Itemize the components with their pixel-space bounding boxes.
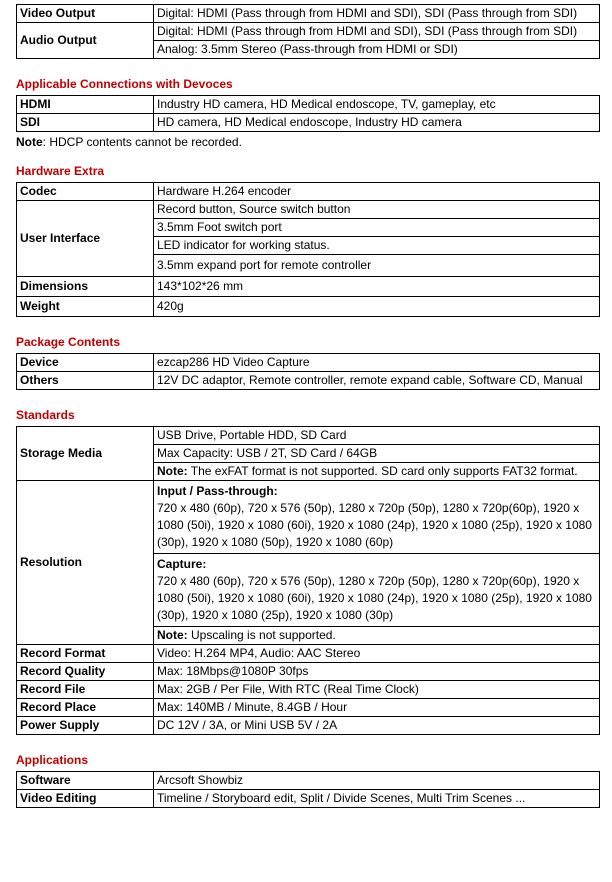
record-place-value: Max: 140MB / Minute, 8.4GB / Hour (154, 699, 600, 717)
video-editing-value: Timeline / Storyboard edit, Split / Divide Scenes, Multi Trim Scenes ... (154, 790, 600, 808)
user-interface-value: 3.5mm Foot switch port (154, 219, 600, 237)
record-format-label: Record Format (17, 645, 154, 663)
weight-label: Weight (17, 297, 154, 317)
video-output-label: Video Output (17, 5, 154, 23)
record-file-value: Max: 2GB / Per File, With RTC (Real Time Clock) (154, 681, 600, 699)
spec-document (16, 4, 600, 808)
connections-section-title: Applicable Connections with Devoces (16, 77, 233, 91)
user-interface-value: 3.5mm expand port for remote controller (154, 255, 600, 277)
storage-note-label: Note: (157, 464, 188, 478)
storage-media-label: Storage Media (17, 427, 154, 481)
record-place-label: Record Place (17, 699, 154, 717)
audio-output-label: Audio Output (17, 23, 154, 59)
table-row (17, 372, 600, 390)
table-row (17, 645, 600, 663)
input-resolutions-list: 720 x 480 (60p), 720 x 576 (50p), 1280 x 720p (50p), 1280 x 720p(60p), 1920 x 1080 (50i), 1920 x 1080 (60i), 1920 x 1080 (24p), 1920 x 1080 (25p), 1920 x 1080 (30p), 1920 x 1080 (50p), 1920 x 1080 (60p) (157, 501, 592, 549)
table-row (17, 5, 600, 23)
audio-output-digital-value: Digital: HDMI (Pass through from HDMI and SDI), SDI (Pass through from SDI) (154, 23, 600, 41)
video-editing-label: Video Editing (17, 790, 154, 808)
power-supply-value: DC 12V / 3A, or Mini USB 5V / 2A (154, 717, 600, 735)
storage-media-value: Max Capacity: USB / 2T, SD Card / 64GB (154, 445, 600, 463)
software-label: Software (17, 772, 154, 790)
connections-table (16, 95, 600, 132)
device-label: Device (17, 354, 154, 372)
storage-note-text: The exFAT format is not supported. SD card only supports FAT32 format. (187, 464, 578, 478)
codec-label: Codec (17, 183, 154, 201)
dimensions-label: Dimensions (17, 277, 154, 297)
table-row (17, 427, 600, 445)
table-row (17, 297, 600, 317)
table-row (17, 201, 600, 219)
user-interface-value: Record button, Source switch button (154, 201, 600, 219)
record-quality-label: Record Quality (17, 663, 154, 681)
storage-note (154, 463, 600, 481)
applications-table (16, 771, 600, 808)
dimensions-value: 143*102*26 mm (154, 277, 600, 297)
table-row (17, 354, 600, 372)
resolution-note (154, 627, 600, 645)
record-format-value: Video: H.264 MP4, Audio: AAC Stereo (154, 645, 600, 663)
table-row (17, 277, 600, 297)
sdi-value: HD camera, HD Medical endoscope, Industry HD camera (154, 114, 600, 132)
standards-section-title: Standards (16, 408, 75, 422)
codec-value: Hardware H.264 encoder (154, 183, 600, 201)
note-text: : HDCP contents cannot be recorded. (42, 135, 242, 149)
table-row (17, 114, 600, 132)
sdi-label: SDI (17, 114, 154, 132)
applications-section-title: Applications (16, 753, 89, 767)
output-spec-table (16, 4, 600, 59)
resolution-note-text: Upscaling is not supported. (187, 628, 336, 642)
capture-resolutions-list: 720 x 480 (60p), 720 x 576 (50p), 1280 x 720p (50p), 1280 x 720p(60p), 1920 x 1080 (50i), 1920 x 1080 (60i), 1920 x 1080 (24p), 1920 x 1080 (25p), 1920 x 1080 (30p), 1920 x 1080 (25p), 1920 x 1080 (30p) (157, 574, 592, 622)
hdcp-note (16, 135, 600, 150)
table-row (17, 183, 600, 201)
audio-output-analog-value: Analog: 3.5mm Stereo (Pass-through from HDMI or SDI) (154, 41, 600, 59)
video-output-value: Digital: HDMI (Pass through from HDMI and SDI), SDI (Pass through from SDI) (154, 5, 600, 23)
table-row (17, 717, 600, 735)
hdmi-label: HDMI (17, 96, 154, 114)
input-resolutions-title: Input / Pass-through: (157, 484, 278, 498)
input-resolutions (154, 481, 600, 554)
table-row (17, 663, 600, 681)
table-row (17, 681, 600, 699)
table-row (17, 96, 600, 114)
user-interface-value: LED indicator for working status. (154, 237, 600, 255)
package-section-title: Package Contents (16, 335, 121, 349)
resolution-note-label: Note: (157, 628, 188, 642)
software-value: Arcsoft Showbiz (154, 772, 600, 790)
record-file-label: Record File (17, 681, 154, 699)
record-quality-value: Max: 18Mbps@1080P 30fps (154, 663, 600, 681)
table-row (17, 23, 600, 41)
standards-table (16, 426, 600, 735)
hdmi-value: Industry HD camera, HD Medical endoscope, TV, gameplay, etc (154, 96, 600, 114)
table-row (17, 790, 600, 808)
capture-resolutions-title: Capture: (157, 557, 207, 571)
storage-media-value: USB Drive, Portable HDD, SD Card (154, 427, 600, 445)
resolution-label: Resolution (17, 481, 154, 645)
hardware-table (16, 182, 600, 317)
power-supply-label: Power Supply (17, 717, 154, 735)
package-table (16, 353, 600, 390)
hardware-section-title: Hardware Extra (16, 164, 105, 178)
user-interface-label: User Interface (17, 201, 154, 277)
others-label: Others (17, 372, 154, 390)
table-row (17, 699, 600, 717)
weight-value: 420g (154, 297, 600, 317)
table-row (17, 772, 600, 790)
others-value: 12V DC adaptor, Remote controller, remote expand cable, Software CD, Manual (154, 372, 600, 390)
capture-resolutions (154, 554, 600, 627)
note-label: Note (16, 135, 43, 149)
table-row (17, 481, 600, 554)
device-value: ezcap286 HD Video Capture (154, 354, 600, 372)
